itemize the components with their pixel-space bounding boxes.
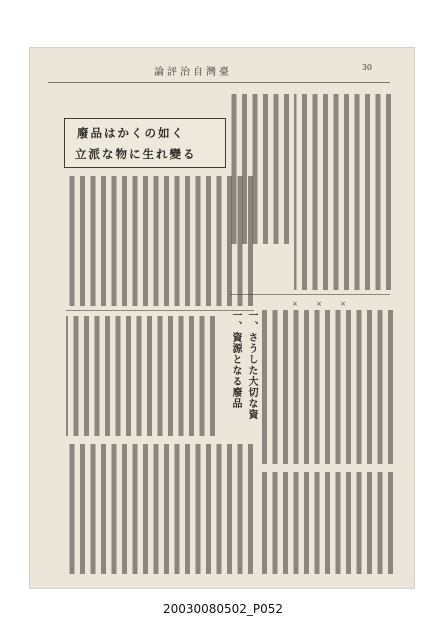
text-block-left-upper bbox=[66, 176, 254, 306]
text-block-top-right-a bbox=[294, 94, 392, 290]
archive-caption: 20030080502_P052 bbox=[162, 602, 284, 616]
text-block-left-middle bbox=[66, 316, 216, 436]
text-block-left-bottom bbox=[66, 444, 254, 574]
column-divider-lower bbox=[66, 310, 254, 311]
magazine-page bbox=[30, 48, 414, 588]
text-block-right-middle bbox=[262, 310, 394, 464]
section-separator-marks: × × × bbox=[292, 300, 355, 308]
page-number: 30 bbox=[361, 63, 372, 72]
text-block-right-lower bbox=[262, 472, 394, 574]
section-head-a: 一、資源となる廢品 bbox=[230, 310, 241, 409]
headline-box bbox=[64, 118, 226, 168]
headline-line-2: 立派な物に生れ變る bbox=[75, 147, 197, 161]
header-rule bbox=[48, 82, 390, 83]
section-head-b: 一、さうした大切な資 bbox=[246, 310, 257, 420]
running-header-title: 論評治自灣臺 bbox=[154, 67, 232, 78]
column-divider-top bbox=[230, 294, 390, 295]
headline-line-1: 廢品はかくの如く bbox=[77, 126, 185, 140]
